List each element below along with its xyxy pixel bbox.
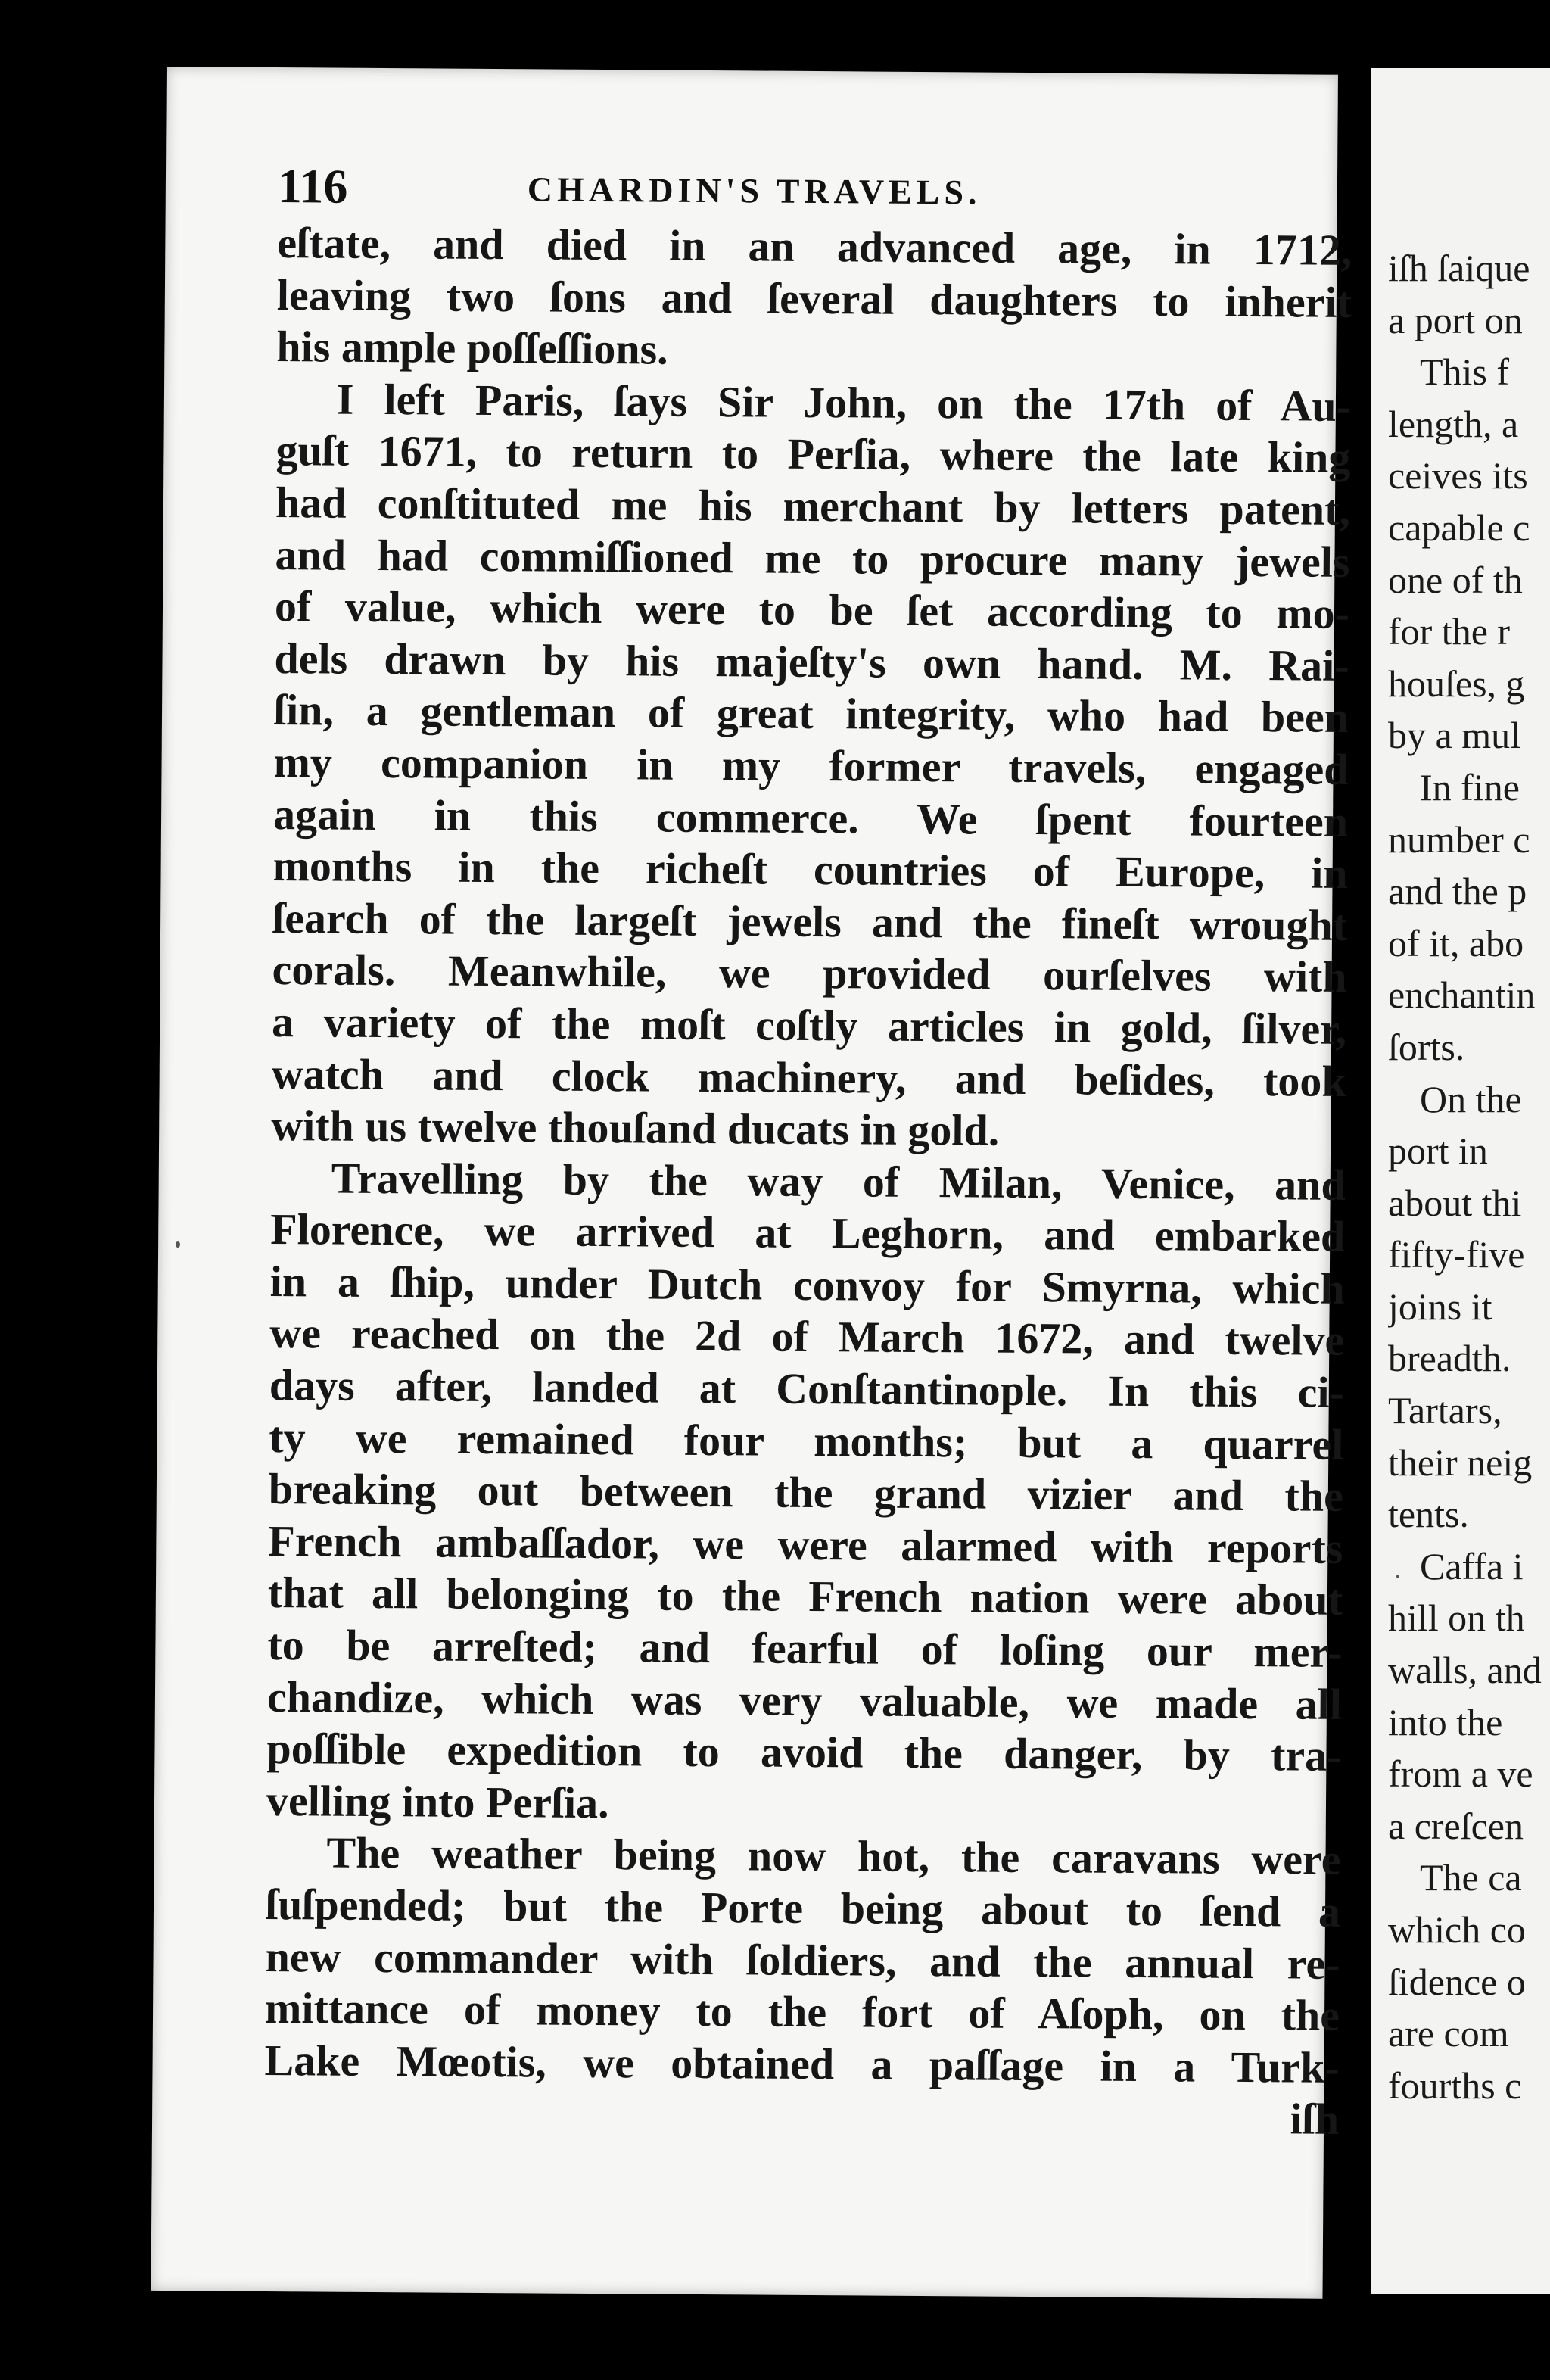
text-line: months in the richeſt countries of Europe, in — [272, 841, 1348, 899]
text-line: one of th — [1388, 558, 1523, 601]
text-line: iſh ſaique — [1388, 247, 1530, 289]
text-line: tents. — [1388, 1493, 1469, 1536]
paragraph-start-line: I left Paris, ſays Sir John, on the 17th of Au- — [336, 374, 1352, 431]
text-line: which co — [1388, 1908, 1526, 1951]
text-line: In fine — [1420, 765, 1520, 808]
text-line: we reached on the 2d of March 1672, and twelve — [269, 1308, 1345, 1366]
text-line: chandize, which was very valuable, we made all — [266, 1671, 1343, 1729]
text-line: houſes, g — [1388, 662, 1525, 705]
text-line: a variety of the moſt coſtly articles in gold, ſilver, — [271, 996, 1347, 1054]
text-line: poſſible expedition to avoid the danger, by tra- — [266, 1724, 1342, 1781]
text-line: watch and clock machinery, and beſides, took — [271, 1048, 1346, 1106]
paper-speck — [1396, 1575, 1399, 1578]
text-line: new commander with ſoldiers, and the annual re- — [265, 1931, 1340, 1989]
text-line: fourths c — [1388, 2064, 1522, 2107]
text-line: dels drawn by his majeſty's own hand. M. Rai- — [274, 633, 1349, 690]
text-line: length, a — [1388, 402, 1519, 445]
text-line: guſt 1671, to return to Perſia, where the late king — [275, 425, 1351, 483]
paragraph-start-line: Travelling by the way of Milan, Venice, and — [331, 1153, 1346, 1210]
text-line: mittance of money to the fort of Aſoph, on the — [264, 1983, 1340, 2041]
running-head — [278, 158, 1202, 226]
text-line: port in — [1388, 1129, 1488, 1173]
text-line: number c — [1388, 818, 1530, 861]
text-line: again in this commerce. We ſpent fourteen — [272, 789, 1349, 846]
text-line: This f — [1420, 350, 1510, 394]
text-line: my companion in my former travels, engaged — [273, 737, 1349, 794]
text-line: from a ve — [1388, 1752, 1533, 1796]
text-line: ſorts. — [1388, 1025, 1465, 1068]
right-page-text — [1388, 242, 1550, 2111]
text-line: ſearch of the largeſt jewels and the fineſt wrought — [272, 892, 1348, 950]
text-line: and the p — [1388, 870, 1527, 913]
text-line: to be arreſted; and fearful of loſing our mer- — [267, 1620, 1343, 1677]
text-line: corals. Meanwhile, we provided ourſelves with — [272, 945, 1347, 1002]
text-line: capable c — [1388, 506, 1530, 549]
text-line: Tartars, — [1388, 1389, 1502, 1432]
text-line: Caffa i — [1420, 1544, 1524, 1587]
page-number: 116 — [277, 159, 348, 213]
text-line: The ca — [1420, 1856, 1522, 1899]
text-line: into the — [1388, 1700, 1503, 1743]
text-line: days after, landed at Conſtantinople. In this ci- — [269, 1360, 1345, 1417]
text-line: ceives its — [1388, 454, 1528, 497]
text-line: his ample poſſeſſions. — [276, 322, 668, 374]
text-line: ſidence o — [1388, 1960, 1526, 2003]
text-line: a creſcen — [1388, 1804, 1524, 1847]
text-line: joins it — [1388, 1285, 1492, 1328]
text-line: about thi — [1388, 1181, 1522, 1224]
text-line: breaking out between the grand vizier and the — [268, 1464, 1344, 1522]
right-page — [1371, 68, 1550, 2294]
left-page — [151, 67, 1352, 2299]
text-line: Florence, we arrived at Leghorn, and embarked — [270, 1204, 1346, 1262]
text-line: of value, which were to be ſet according to mo- — [274, 581, 1350, 639]
text-line: walls, and — [1388, 1649, 1542, 1692]
text-line: enchantin — [1388, 973, 1536, 1017]
text-line: On the — [1420, 1077, 1522, 1120]
text-line: with us twelve thouſand ducats in gold. — [271, 1101, 1000, 1155]
text-line: French ambaſſador, we were alarmed with reports — [268, 1516, 1343, 1573]
paragraph-start-line: The weather being now hot, the caravans were — [326, 1827, 1341, 1885]
text-line: fifty-five — [1388, 1233, 1525, 1276]
text-line: by a mul — [1388, 714, 1520, 757]
text-line: their neig — [1388, 1441, 1533, 1484]
text-line: breadth. — [1388, 1337, 1511, 1380]
running-title: CHARDIN'S TRAVELS. — [527, 170, 982, 212]
text-line: hill on th — [1388, 1597, 1525, 1640]
text-line: had conſtituted me his merchant by letters patent, — [275, 477, 1351, 534]
text-line: eſtate, and died in an advanced age, in 1712, — [277, 218, 1352, 275]
text-line: velling into Perſia. — [266, 1775, 609, 1827]
text-line: a port on — [1388, 298, 1523, 341]
text-line: of it, abo — [1388, 921, 1524, 964]
text-line: ſuſpended; but the Porte being about to ſend a — [265, 1879, 1341, 1936]
text-line: leaving two ſons and ſeveral daughters to inherit — [276, 269, 1352, 327]
text-line: for the r — [1388, 610, 1511, 653]
text-line: Lake Mœotis, we obtained a paſſage in a Turk- — [264, 2035, 1340, 2092]
text-line: that all belonging to the French nation were about — [267, 1568, 1343, 1625]
text-line: ty we remained four months; but a quarrel — [269, 1412, 1344, 1469]
text-line: and had commiſſioned me to procure many jewels — [275, 529, 1350, 587]
catchword: iſh — [1290, 2094, 1340, 2145]
text-line: in a ſhip, under Dutch convoy for Smyrna, which — [269, 1256, 1345, 1313]
body-text — [264, 217, 1352, 2146]
text-line: ſin, a gentleman of great integrity, who had been — [273, 685, 1349, 743]
text-line: are com — [1388, 2012, 1509, 2055]
paper-speck — [176, 1241, 180, 1248]
